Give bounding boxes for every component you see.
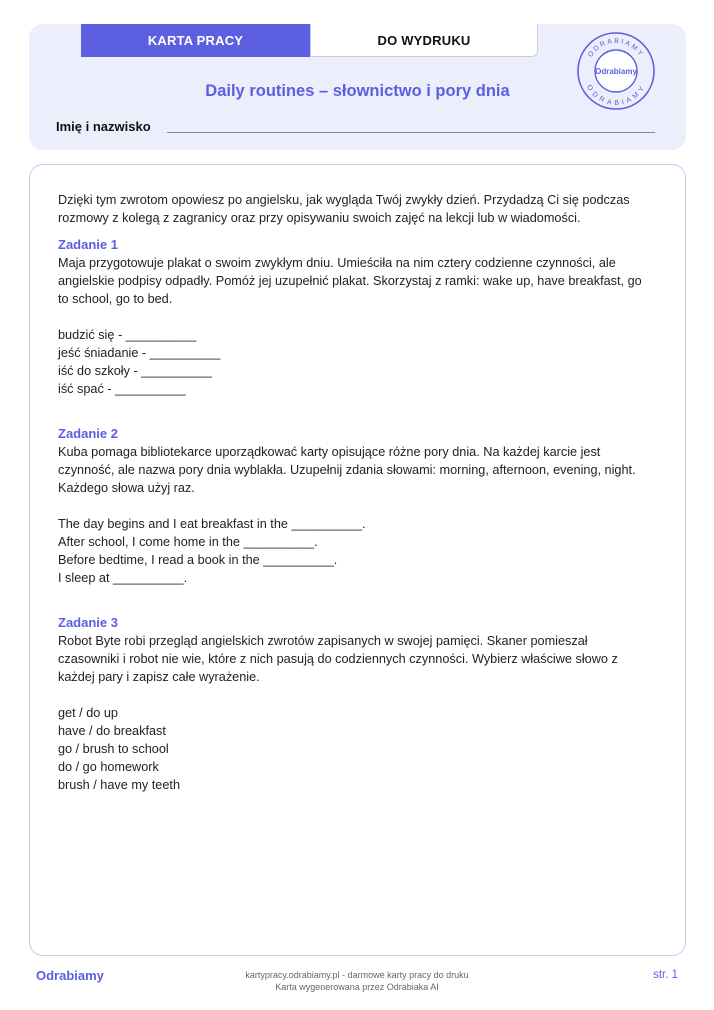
name-label: Imię i nazwisko: [56, 119, 151, 134]
task-1-item: jeść śniadanie - __________: [58, 346, 221, 360]
task-3-item: get / do up: [58, 706, 118, 720]
footer-line-2: Karta wygenerowana przez Odrabiaka AI: [275, 982, 439, 992]
content-card: [29, 164, 686, 956]
stamp-center-text: Odrabiamy: [595, 67, 637, 76]
task-3-item: brush / have my teeth: [58, 778, 181, 792]
task-2-instruction: Kuba pomaga bibliotekarce uporządkować karty opisujące różne pory dnia. Na każdej karcie jest: [58, 445, 601, 459]
footer-brand: Odrabiamy: [36, 968, 104, 983]
task-3-instruction: Robot Byte robi przegląd angielskich zwrotów zapisanych w swojej pamięci. Skaner pomieszał: [58, 634, 588, 648]
task-3-title: Zadanie 3: [58, 615, 118, 630]
page-title: Daily routines – słownictwo i pory dnia: [205, 82, 510, 100]
task-1-instruction: angielskie podpisy odpadły. Pomóż jej uzupełnić plakat. Skorzystaj z ramki: wake up, have breakfast, go: [58, 274, 642, 288]
tab-do-wydruku[interactable]: DO WYDRUKU: [310, 24, 538, 57]
task-3-item: go / brush to school: [58, 742, 169, 756]
stamp-ring-bottom: ODRABIAMY: [585, 83, 647, 108]
task-2-item: Before bedtime, I read a book in the __________.: [58, 553, 338, 567]
task-1-item: iść spać - __________: [58, 382, 186, 396]
footer-info: [0, 969, 714, 993]
task-3-instruction: czasowniki i robot nie wie, które z nich pasują do codziennych czynności. Wybierz właściwe słowo z: [58, 652, 618, 666]
worksheet-content: [58, 191, 663, 794]
task-1-instruction: Maja przygotowuje plakat o swoim zwykłym dniu. Umieściła na nim cztery codzienne czynności, ale: [58, 256, 616, 270]
task-1-item: budzić się - __________: [58, 328, 197, 342]
tab-karta-pracy[interactable]: KARTA PRACY: [81, 24, 310, 57]
task-2-item: The day begins and I eat breakfast in the __________.: [58, 517, 366, 531]
task-2-instruction: Każdego słowa użyj raz.: [58, 481, 195, 495]
task-1-instruction: to school, go to bed.: [58, 292, 173, 306]
footer-page-number: str. 1: [653, 969, 678, 981]
task-1-item: iść do szkoły - __________: [58, 364, 212, 378]
odrabiamy-stamp-icon: [576, 31, 656, 111]
task-3-item: do / go homework: [58, 760, 159, 774]
task-2-item: After school, I come home in the __________.: [58, 535, 318, 549]
intro-line: rozmowy z kolegą z zagranicy oraz przy opisywaniu swoich zajęć na lekcji lub w wiadomości.: [58, 211, 581, 225]
task-1-title: Zadanie 1: [58, 237, 118, 252]
task-3-item: have / do breakfast: [58, 724, 166, 738]
task-2-instruction: czynność, ale nazwa pory dnia wyblakła. Uzupełnij zdania słowami: morning, afternoon, evening, night.: [58, 463, 636, 477]
name-input-line[interactable]: [167, 132, 655, 133]
footer-line-1: kartypracy.odrabiamy.pl - darmowe karty pracy do druku: [245, 970, 469, 980]
task-2-title: Zadanie 2: [58, 426, 118, 441]
task-2-item: I sleep at __________.: [58, 571, 188, 585]
intro-line: Dzięki tym zwrotom opowiesz po angielsku, jak wygląda Twój zwykły dzień. Przydadzą Ci się podczas: [58, 193, 630, 207]
task-3-instruction: każdej pary i zapisz całe wyrażenie.: [58, 670, 260, 684]
stamp-ring-top: ODRABIAMY: [587, 37, 645, 59]
